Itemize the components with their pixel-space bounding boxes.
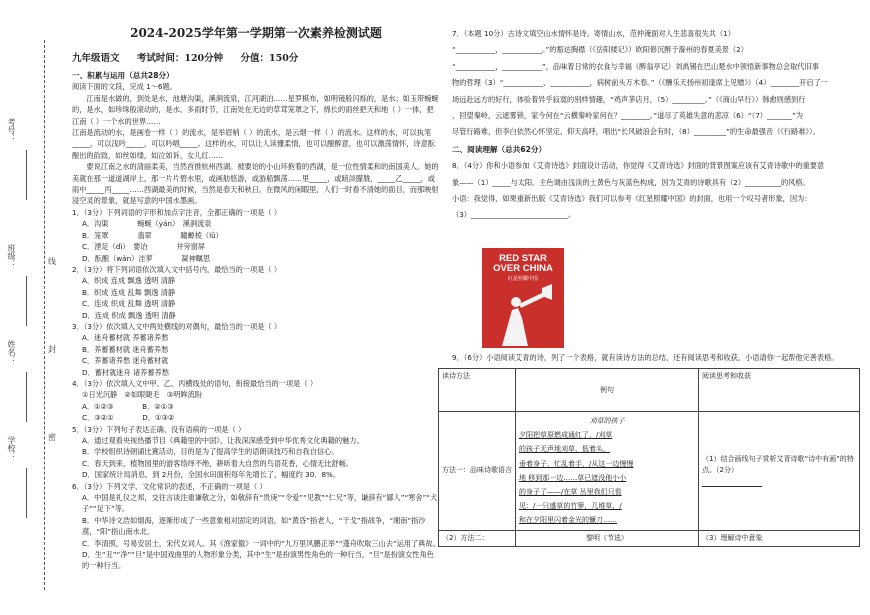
- poem-line: 见：/一只盛草的竹箩，几堆草，/: [519, 502, 622, 511]
- answer-option[interactable]: D．酝酿（wǎn）洼萝 凝神瞩思: [82, 253, 211, 263]
- seal-mark-seal: 封: [48, 345, 56, 354]
- answer-option[interactable]: A．织成 连成 飘逸 透明 清静: [82, 276, 176, 286]
- poem-line: 地 移到那一边……草已遮没他小小: [519, 473, 627, 482]
- answer-option[interactable]: D．生“丑”“净”“旦”是中国戏曲里的人物形象分类，其中“生”是扮演男性角色的一种行当，“旦”是扮演女性角色的一种行当。: [82, 550, 434, 571]
- reading-intro: 阅读下面的文段，完成 1～6题。: [72, 82, 177, 92]
- school-field: 学校：: [7, 436, 16, 460]
- table-header-gain: 阅读思考和收获: [699, 369, 860, 412]
- poem-cell: [516, 412, 699, 531]
- question-text: 物的哲理（3）“___________，___________，病树前头万木春。”（《酬乐天扬州初逢席上见赠》）（4）________开启了一: [452, 78, 828, 88]
- poem-line: 和在夕阳里闪着金光的镰刀……: [519, 516, 617, 525]
- exam-no-field: 考号：: [7, 118, 16, 142]
- question-text: 尽管行路难，但李白依然心怀坚定、仰天高呼，唱出“长风破浪会有时，（8）_________”的生命最强音（《行路难》）。: [452, 127, 820, 137]
- question-text: ①日光沉静 ②如眼睫毛 ③明眸流盼: [82, 390, 202, 400]
- question-text: 6．（3分）下列文学、文化常识的表述，不正确的一项是（ ）: [72, 481, 267, 491]
- seal-mark-secret: 密: [48, 433, 56, 442]
- table-gain-two: （3）理解诗中意象: [699, 530, 860, 546]
- poem-line: 垂着身子，忙乱着手，/从这一边慢慢: [519, 459, 634, 468]
- section-heading: 二、阅读理解（总共62分）: [452, 144, 547, 154]
- answer-option[interactable]: B．笼罩 翡翠 瞳螈棱（lǜ）: [82, 230, 223, 240]
- seal-mark-line: 线: [48, 257, 56, 266]
- passage-paragraph: 要说江南之水的清丽柔美，当然首推杭州西湖。被要诒的小山环抱着的西湖，是一位性情柔和的南国美人。她的美就在那一道道湖岸上，那一片片碧水里，或画舫悠游，或游船飘荡……里_____，或暗淡朦胧，_____乙_____，或雨中_____丙_____……西湖最美的时候，当然是春天和秋日。在微风的闲暇里，人们一时看不清她的面目，而那映射浸空灵的景象，就是写意的中国水墨画。: [72, 162, 439, 206]
- reading-method-table: [438, 368, 860, 547]
- question-text: （3）___________________________。: [452, 210, 576, 220]
- table-example-two: 黎明（节选）: [516, 530, 699, 546]
- answer-option[interactable]: A．通过观看央视热播节目《典籍里的中国》，让我深深感受到中华优秀文化典籍的魅力。: [82, 436, 364, 445]
- seal-line: [44, 40, 45, 590]
- question-9: [452, 352, 860, 363]
- answer-option[interactable]: C．春天到来，植物园里的游客络绎不绝，耕昕着大自然的鸟语花香，心情无比舒畅。: [82, 458, 353, 468]
- answer-option[interactable]: D．国家统计局消息，到 2月份，全国水田面积每年先增长了，幅度约 30．8%。: [82, 470, 341, 480]
- answer-option[interactable]: B．学校组织诗朗诵比赛活动，目的是为了提高学生的语朗读技巧和自我自信心。: [82, 447, 339, 457]
- answer-line[interactable]: [702, 476, 762, 487]
- answer-option[interactable]: A．沟渠 蜿蜒（yán） 溪涧流泉: [82, 219, 212, 229]
- exam-score: 分值：150分: [240, 53, 299, 64]
- answer-prompt: （1）结合画线句子赏析艾青诗歌“诗中有画”的特点。（2分）: [702, 455, 854, 475]
- poem-line: 的身子了——/在草 丛里我们只看: [519, 488, 622, 497]
- question-text: “___________，___________。”的豁达胸襟（《岳阳楼记》）欧阳修沉醉于滁州的春夏美景（2）: [452, 45, 748, 55]
- section-one: [72, 70, 440, 572]
- answer-option[interactable]: A．迷舟蓄材就 养蓄诸养愁: [82, 333, 169, 343]
- question-list: [72, 207, 440, 572]
- passage-paragraph: 江南是水做的，到处是水，池塘沟渠，溪涧流泉，江河湖泊……星罗棋布，如明镜般闪烁的，是水；如玉带蜿蜒的，是水，如珍珠般滚动的，是水。多雨时节，江南处在无边的草茸笼罩之下，绵长的雨丝把天和地（ ）一体，把江南（ ）一个水的世界……: [72, 93, 439, 126]
- book-cover-image: [482, 248, 564, 348]
- right-column: [442, 0, 860, 615]
- question-text: 9．（6分）小语阅读艾青的诗，列了一个表格，就有读诗方法的总结，还有阅读思考和收获，小语请你一起帮他完善表格。: [452, 353, 839, 362]
- book-subtitle: 红星照耀中国: [507, 276, 538, 282]
- poem-body: [519, 428, 695, 527]
- table-header-example: 例句: [516, 369, 699, 412]
- class-field: 班级：: [7, 244, 16, 268]
- passage-paragraph: 江南是流动的水，是画卷一样（ ）的流水，是举眉梢（ ）的流水，是云烟一样（ ）的流水。这样的水，可以执笔_____，可以浅吟_____，可以吟唱_____。这样的水，可以让人读懂柔情，也可以酿醉意，也可以激荡情怀，诗意酝酿出的韵致，如丝如缕，如泣如诉，女儿红……: [72, 128, 435, 160]
- question-text: 8．（4分）你和小语参加《艾青诗选》封面设计活动，你觉得《艾青诗选》封面的背景图案应该有艾青诗歌中的重要意: [452, 161, 825, 171]
- table-method-two: （2）方法二：: [439, 530, 516, 546]
- answer-option[interactable]: D．蓄材就迷舟 诸养蓄养愁: [82, 367, 169, 377]
- answer-option[interactable]: C．连成 织成 乱舞 透明 清静: [82, 299, 176, 309]
- poem-line: 夕阳把草原燃成通红了，/刈草: [519, 431, 613, 440]
- book-title: RED STAR OVER CHINA: [493, 253, 553, 274]
- name-field: 姓名：: [7, 340, 16, 364]
- section-heading: 一、积累与运用（总共28分）: [72, 71, 174, 80]
- answer-option[interactable]: C．湮足（dì） 要诒 井旁窗屏: [82, 242, 205, 252]
- poem-title: 刈草的孩子: [589, 417, 625, 425]
- exam-title: 2024-2025学年第一学期第一次素养检测试题: [130, 26, 382, 40]
- question-text: 2．（3分）将下列词语依次填入文中括号内，最恰当的一项是（ ）: [72, 264, 282, 274]
- question-text: 场远赴远方的好行，体验着异乎寂寞的别样情趣，“鸡声茅店月，（5）_________。”（《商山早行》）韩愈则感到行: [452, 94, 806, 104]
- question-7: [452, 28, 860, 221]
- exam-info: [72, 53, 440, 64]
- answer-option[interactable]: B．中华诗文浩如烟海，逐渐形成了一些意象相对固定的词语，如“黄昏”指老人，“干戈”指战争，“湘南”指沙漠，“阳”指山南水北。: [82, 515, 426, 537]
- grade-subject: 九年级语文: [72, 53, 120, 64]
- left-column: [72, 0, 440, 615]
- answer-option[interactable]: C．③②① D．①③②: [82, 413, 175, 423]
- table-header-method: 读诗方法: [439, 369, 516, 412]
- answer-option[interactable]: A．①②③ B．②①③: [82, 401, 174, 411]
- question-text: 1．（3分）下列词语的字形和加点字注音，全都正确的一项是（ ）: [72, 207, 282, 217]
- table-method-one: 方法一：品味诗歌语言: [439, 412, 516, 531]
- binding-margin: [0, 0, 62, 615]
- question-text: 小语：我觉得，如果重新出版《艾青诗选》我们可以参考《红星照耀中国》的封面，也用一个叹号者形象，因为：: [452, 194, 812, 204]
- answer-option[interactable]: A．中国是礼仪之邦，交往言谈注重谦敬之分，如敬辞有“贵庚”“令爱”“见教”“仁兄”等，谦辞有“鄙人”“寒舍”“犬子”“足下”等。: [82, 493, 438, 514]
- question-text: “___________，___________”，品味着日常的衣食与幸福（醉翁亭记）刘禹锡在巴山楚水中领悟新事物总会取代旧事: [452, 61, 819, 71]
- answer-option[interactable]: D．连成 织成 飘逸 透明 清静: [82, 310, 176, 320]
- question-text: 7．（本题 10分）古诗文填空山水情怀是诗。寄情山水，范仲淹面对人生悲喜很失共（1）: [452, 29, 735, 38]
- answer-option[interactable]: B．织成 连成 乱舞 飘逸 清静: [82, 287, 176, 297]
- answer-option[interactable]: B．养蓄蓄材就 迷舟蓄养愁: [82, 344, 169, 354]
- question-text: 象——（1）_____与太阳。主色调由浅淡的土黄色与灰蓝色构成，因为艾青的诗歌具有（2）__________的风格。: [452, 177, 810, 187]
- question-text: 5．（3分）下列句子表达正确、没有语病的一项是（ ）: [72, 424, 246, 434]
- exam-time: 考试时间：120分钟: [136, 53, 224, 64]
- question-text: ，回望秦岭，云遮雾锁，家今何在“云横秦岭家何在？________。”道尽了英雄失意的悲凉（6）“（7）_______”为: [452, 111, 804, 121]
- answer-option[interactable]: C．养蓄诸养愁 迷舟蓄材就: [82, 356, 169, 366]
- poem-line: 的孩子无声地刈草，低着头，: [519, 445, 610, 454]
- table-gain-one: [699, 412, 860, 531]
- answer-option[interactable]: C．李清照，号易安居士，宋代女词人。其《渔家傲》一词中的“九万里风鹏正举”“蓬舟吹取三山去”运用了典故。: [82, 538, 440, 548]
- question-text: 4．（3分）依次填入文中甲、乙、丙横线处的语句，衔接最恰当的一项是（ ）: [72, 378, 318, 388]
- question-text: 3．（3分）依次填入文中两处横线的对偶句，最恰当的一项是（ ）: [72, 321, 282, 331]
